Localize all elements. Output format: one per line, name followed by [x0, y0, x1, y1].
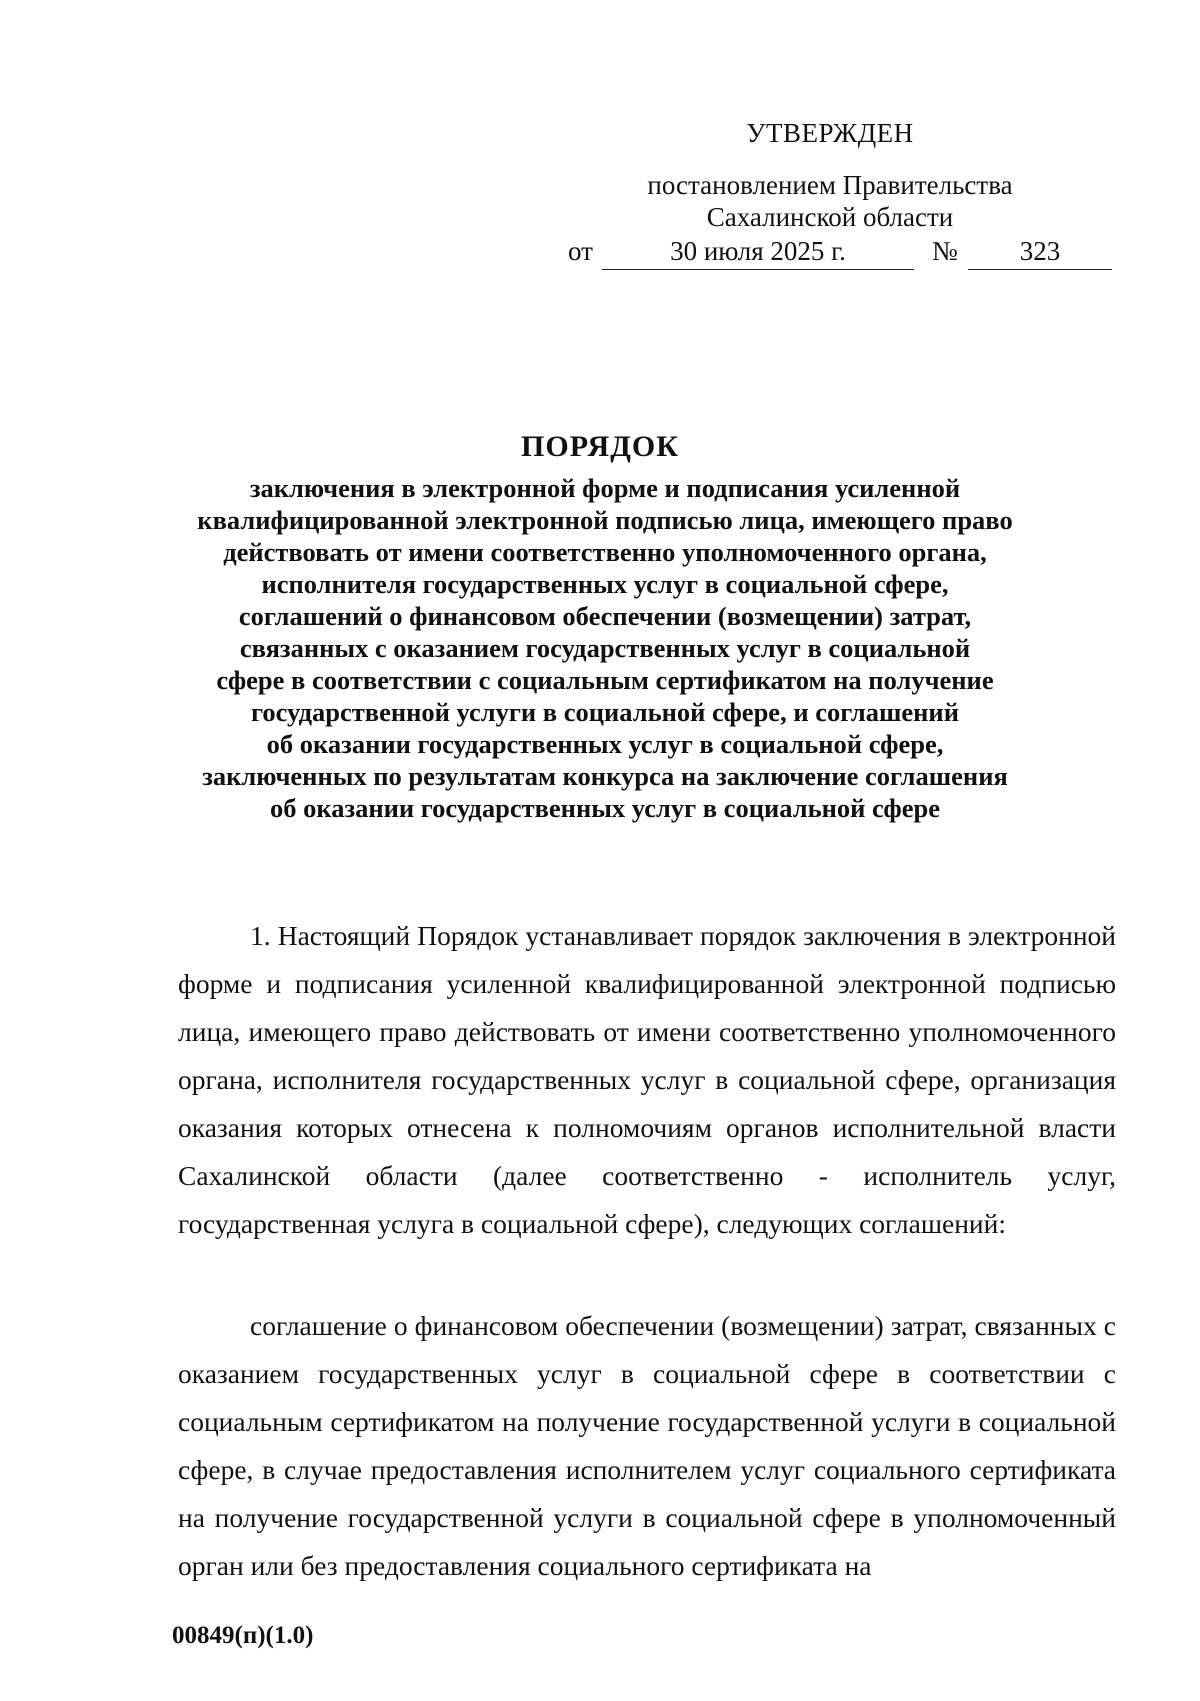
body-paragraph-1	[178, 912, 1116, 1248]
document-code: 00849(п)(1.0)	[172, 1622, 314, 1649]
approval-line-1: постановлением Правительства	[647, 170, 1013, 200]
approval-number: 323	[968, 236, 1112, 270]
subtitle-line: исполнителя государственных услуг в социальной сфере,	[261, 569, 949, 599]
paragraph-text: соглашение о финансовом обеспечении (возмещении) затрат, связанных с оказанием государственных услуг в социальной сфере в соответствии с социальным сертификатом на получение государственной услуги в социальной сфере, в случае предоставления исполнителем услуг социального сертификата на получение государственной услуги в социальной сфере в уполномоченный орган или без предоставления социального сертификата на	[178, 1310, 1116, 1581]
subtitle-line: об оказании государственных услуг в социальной сфере,	[266, 729, 944, 759]
approval-date-row	[0, 236, 1200, 276]
subtitle-line: заключения в электронной форме и подписания усиленной	[249, 473, 961, 503]
subtitle-line: соглашений о финансовом обеспечении (возмещении) затрат,	[238, 601, 972, 631]
paragraph-text: 1. Настоящий Порядок устанавливает порядок заключения в электронной форме и подписания усиленной квалифицированной электронной подписью лица, имеющего право действовать от имени соответственно уполномоченного органа, исполнителя государственных услуг в социальной сфере, организация оказания которых отнесена к полномочиям органов исполнительной власти Сахалинской области (далее соответственно - исполнитель услуг, государственная услуга в социальной сфере), следующих соглашений:	[178, 920, 1116, 1239]
subtitle-line: квалифицированной электронной подписью лица, имеющего право	[197, 505, 1013, 535]
subtitle-line: действовать от имени соответственно уполномоченного органа,	[223, 537, 987, 567]
approval-line-2: Сахалинской области	[706, 202, 954, 232]
document-title: ПОРЯДОК	[521, 430, 679, 463]
approval-date: 30 июля 2025 г.	[602, 236, 914, 270]
number-sign: №	[932, 236, 958, 266]
subtitle-line: связанных с оказанием государственных услуг в социальной	[239, 633, 971, 663]
body-paragraph-2	[178, 1302, 1116, 1590]
subtitle-line: государственной услуги в социальной сфере, и соглашений	[251, 697, 959, 727]
approval-title: УТВЕРЖДЕН	[746, 118, 914, 148]
document-subtitle	[160, 472, 1050, 824]
subtitle-line: сфере в соответствии с социальным сертификатом на получение	[216, 665, 994, 695]
date-prefix: от	[568, 236, 593, 266]
subtitle-line: об оказании государственных услуг в социальной сфере	[269, 793, 941, 823]
subtitle-line: заключенных по результатам конкурса на заключение соглашения	[202, 761, 1008, 791]
